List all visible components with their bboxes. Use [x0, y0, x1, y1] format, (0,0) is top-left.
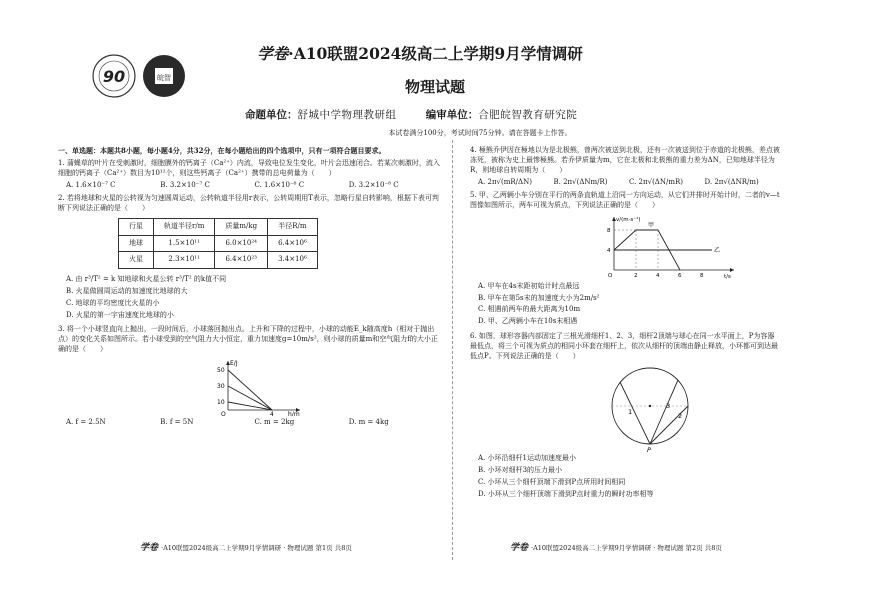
- q2-option-c[interactable]: C. 地球的平均密度比火星的小: [66, 298, 160, 307]
- table-header: 半径R/m: [268, 218, 318, 235]
- q4-option-a[interactable]: A. 2π√(mR/ΔN): [478, 178, 532, 187]
- q2-option-a[interactable]: A. 由 r³/T² = k 知地球和火星公转 r³/T² 的k值不同: [66, 275, 227, 284]
- footer-left-text: ·A10联盟2024级高二上学期9月学情调研 · 物理试题 第1页 共8页: [161, 544, 352, 552]
- table-cell: 6.4×10²³: [215, 252, 268, 269]
- q3-option-a[interactable]: A. f = 2.5N: [66, 417, 106, 426]
- reviewer-label: 编审单位：: [425, 109, 479, 121]
- q3-origin: O: [221, 410, 226, 416]
- q4-option-b[interactable]: B. 2π√(ΔNm/R): [553, 178, 608, 187]
- q5-ytick: 8: [607, 227, 611, 234]
- q5-xlabel: t/s: [724, 273, 731, 280]
- q2-option-b[interactable]: B. 火星做圆周运动的加速度比地球的大: [66, 286, 188, 295]
- q3-option-c[interactable]: C. m = 2kg: [254, 417, 295, 426]
- q6-option-a[interactable]: A. 小环沿细杆1运动加速度最小: [478, 454, 576, 463]
- left-column: [58, 146, 443, 431]
- table-header-row: [119, 218, 318, 235]
- q4-options: [478, 178, 780, 188]
- footer-brand-mark: 学卷: [510, 543, 529, 553]
- logo-seal-icon: [92, 52, 202, 102]
- q3-options: [66, 418, 443, 428]
- unit-line: [245, 107, 725, 122]
- table-header: 行星: [119, 218, 154, 235]
- footer-right: [510, 540, 722, 553]
- q5-label-jia: 甲: [648, 221, 655, 229]
- q5-ytick: 4: [607, 247, 611, 254]
- q1-option-c[interactable]: C. 1.6×10⁻⁸ C: [254, 181, 305, 190]
- q5-option-c[interactable]: C. 相遇前两车的最大距离为10m: [478, 305, 581, 314]
- q3-ylabel: E/J: [230, 359, 238, 367]
- table-cell: 3.4×10⁶: [268, 252, 318, 269]
- table-cell: 火星: [119, 252, 154, 269]
- svg-text:皖智: 皖智: [157, 74, 171, 82]
- setter-label: 命题单位：: [245, 109, 298, 121]
- q5-option-b[interactable]: B. 甲车在第5s末的加速度大小为2m/s²: [478, 293, 600, 302]
- q5-label-yi: 乙: [714, 246, 721, 254]
- time-note: 本试卷满分100分，考试时间75分钟。请在答题卡上作答。: [388, 129, 572, 137]
- q5-xtick: 6: [678, 272, 682, 279]
- q2-stem: 2. 若将地球和火星的公转视为匀速圆周运动，公转轨道半径用r表示，公转周期用T表示，忽略行星自转影响，根据下表可判断下列说法正确的是（ ）: [58, 194, 439, 212]
- q3-option-d[interactable]: D. m = 4kg: [348, 417, 389, 426]
- q4-option-d[interactable]: D. 2π√(ΔNR/m): [704, 178, 759, 187]
- q5-option-a[interactable]: A. 甲车在4s末距初始计时点最远: [478, 281, 580, 290]
- q6-options: [478, 454, 780, 501]
- q6-sphere-diagram: [600, 364, 700, 452]
- table-cell: 6.0×10²⁴: [215, 235, 268, 252]
- table-header: 轨道半径r/m: [154, 218, 215, 235]
- exam-title-text: ·A10联盟2024级高二上学期9月学情调研: [288, 44, 583, 63]
- setter-value: 舒城中学物理教研组: [297, 109, 397, 121]
- table-cell: 地球: [119, 235, 154, 252]
- subject-title: 物理试题: [404, 78, 465, 96]
- q6-stem: 6. 如图，球形容器内部固定了三根光滑细杆1、2、3，细杆2顶端与球心在同一水平面上，P为容器最低点，将三个可视为质点的相同小环套在细杆上，依次从细杆的顶端由静止释放，小环都可到达最低点P。下列说法正确的是（ ）: [470, 331, 778, 360]
- q4-stem: 4. 極熊乔伊因在極地以为是北极熊，曾两次被送到北极，还有一次被送到位于赤道的北极熊，差点被冻死，被称为史上最惨極熊。若乔伊质量为m，它在北极和北极熊的重力差为ΔN，已知地球半径为R，则地球自转周期为（ ）: [470, 146, 780, 174]
- brand-logo-text: 学卷: [257, 45, 289, 63]
- q6-option-b[interactable]: B. 小环对细杆3的压力最小: [478, 466, 563, 475]
- q6-label-1: 1: [628, 408, 633, 417]
- q5-origin: O: [608, 272, 613, 279]
- svg-text:90: 90: [102, 67, 126, 86]
- q1-options: [66, 181, 443, 191]
- q5-options: [478, 282, 780, 329]
- q6-option-d[interactable]: D. 小环从三个细杆顶端下滑到P点时重力的瞬时功率相等: [478, 489, 654, 498]
- q3-energy-graph: [208, 358, 308, 416]
- footer-left: [140, 540, 352, 553]
- table-cell: 1.5×10¹¹: [154, 235, 215, 252]
- reviewer-value: 合肥皖智教育研究院: [478, 109, 578, 121]
- q4-option-c[interactable]: C. 2π√(ΔN/mR): [629, 178, 683, 187]
- school-logos: [92, 52, 202, 102]
- q3-stem: 3. 将一个小球竖直向上抛出，一段时间后，小球落回抛出点。上升和下降的过程中，小球的动能E_k随高度h（相对于抛出点）的变化关系如图所示。若小球受到的空气阻力大小恒定，重力加速度g=10m/s²，则小球的质量m和空气阻力f的大小正确的是（ ）: [58, 325, 438, 353]
- q6-label-3: 3: [666, 402, 671, 411]
- q1-option-b[interactable]: B. 3.2×10⁻⁷ C: [160, 181, 210, 190]
- q5-ylabel: v/(m·s⁻¹): [616, 216, 641, 223]
- q2-option-d[interactable]: D. 火星的第一宇宙速度比地球的小: [66, 310, 174, 319]
- table-cell: 2.3×10¹¹: [154, 252, 215, 269]
- table-row: [119, 235, 318, 252]
- right-column: [470, 146, 780, 505]
- table-cell: 6.4×10⁶: [268, 235, 318, 252]
- planet-table: [118, 218, 318, 269]
- q3-ytick: 30: [217, 382, 225, 390]
- column-divider: [452, 140, 453, 560]
- q1-option-d[interactable]: D. 3.2×10⁻⁸ C: [348, 181, 399, 190]
- table-header: 质量m/kg: [215, 218, 268, 235]
- q3-xtick: 4: [270, 410, 274, 416]
- q3-ytick: 50: [217, 366, 225, 374]
- footer-right-text: ·A10联盟2024级高二上学期9月学情调研 · 物理试题 第2页 共8页: [531, 544, 722, 552]
- q5-stem: 5. 甲、乙两辆小车分别在平行的两条直轨道上沿同一方向运动，从它们并排时开始计时，二者的v—t图像如图所示，两车可视为质点，下列说法正确的是（ ）: [470, 191, 780, 209]
- q1-option-a[interactable]: A. 1.6×10⁻⁷ C: [66, 181, 116, 190]
- q5-option-d[interactable]: D. 甲、乙两辆小车在10s末相遇: [478, 317, 578, 326]
- q3-ytick: 10: [217, 398, 225, 406]
- footer-brand-mark: 学卷: [140, 543, 159, 553]
- q3-option-b[interactable]: B. f = 5N: [160, 417, 194, 426]
- q5-xtick: 4: [656, 272, 660, 279]
- q1-stem: 1. 蒲蝇草的叶片在受刺激时，细胞膜外的钙离子（Ca²⁺）内流，导致电位发生变化，叶片会迅速闭合。若某次刺激时，流入细胞的钙离子（Ca²⁺）数目为10¹²个，则这些钙离子（Ca²⁺）携带的总电荷量为（ ）: [58, 158, 440, 177]
- section-heading: 一、单选题：本题共8小题，每小题4分，共32分，在每小题给出的四个选项中，只有一项符合题目要求。: [58, 146, 386, 155]
- q6-option-c[interactable]: C. 小环从三个细杆顶端下滑到P点所用时间相同: [478, 477, 626, 486]
- table-row: [119, 252, 318, 269]
- q5-xtick: 8: [700, 272, 704, 279]
- exam-title: [210, 42, 630, 64]
- q3-xlabel: h/m: [288, 410, 300, 416]
- q5-vt-graph: [600, 214, 740, 280]
- q2-options: [66, 275, 443, 322]
- q5-xtick: 2: [634, 272, 638, 279]
- q6-point-p: P: [647, 446, 651, 453]
- q6-label-2: 2: [678, 412, 683, 421]
